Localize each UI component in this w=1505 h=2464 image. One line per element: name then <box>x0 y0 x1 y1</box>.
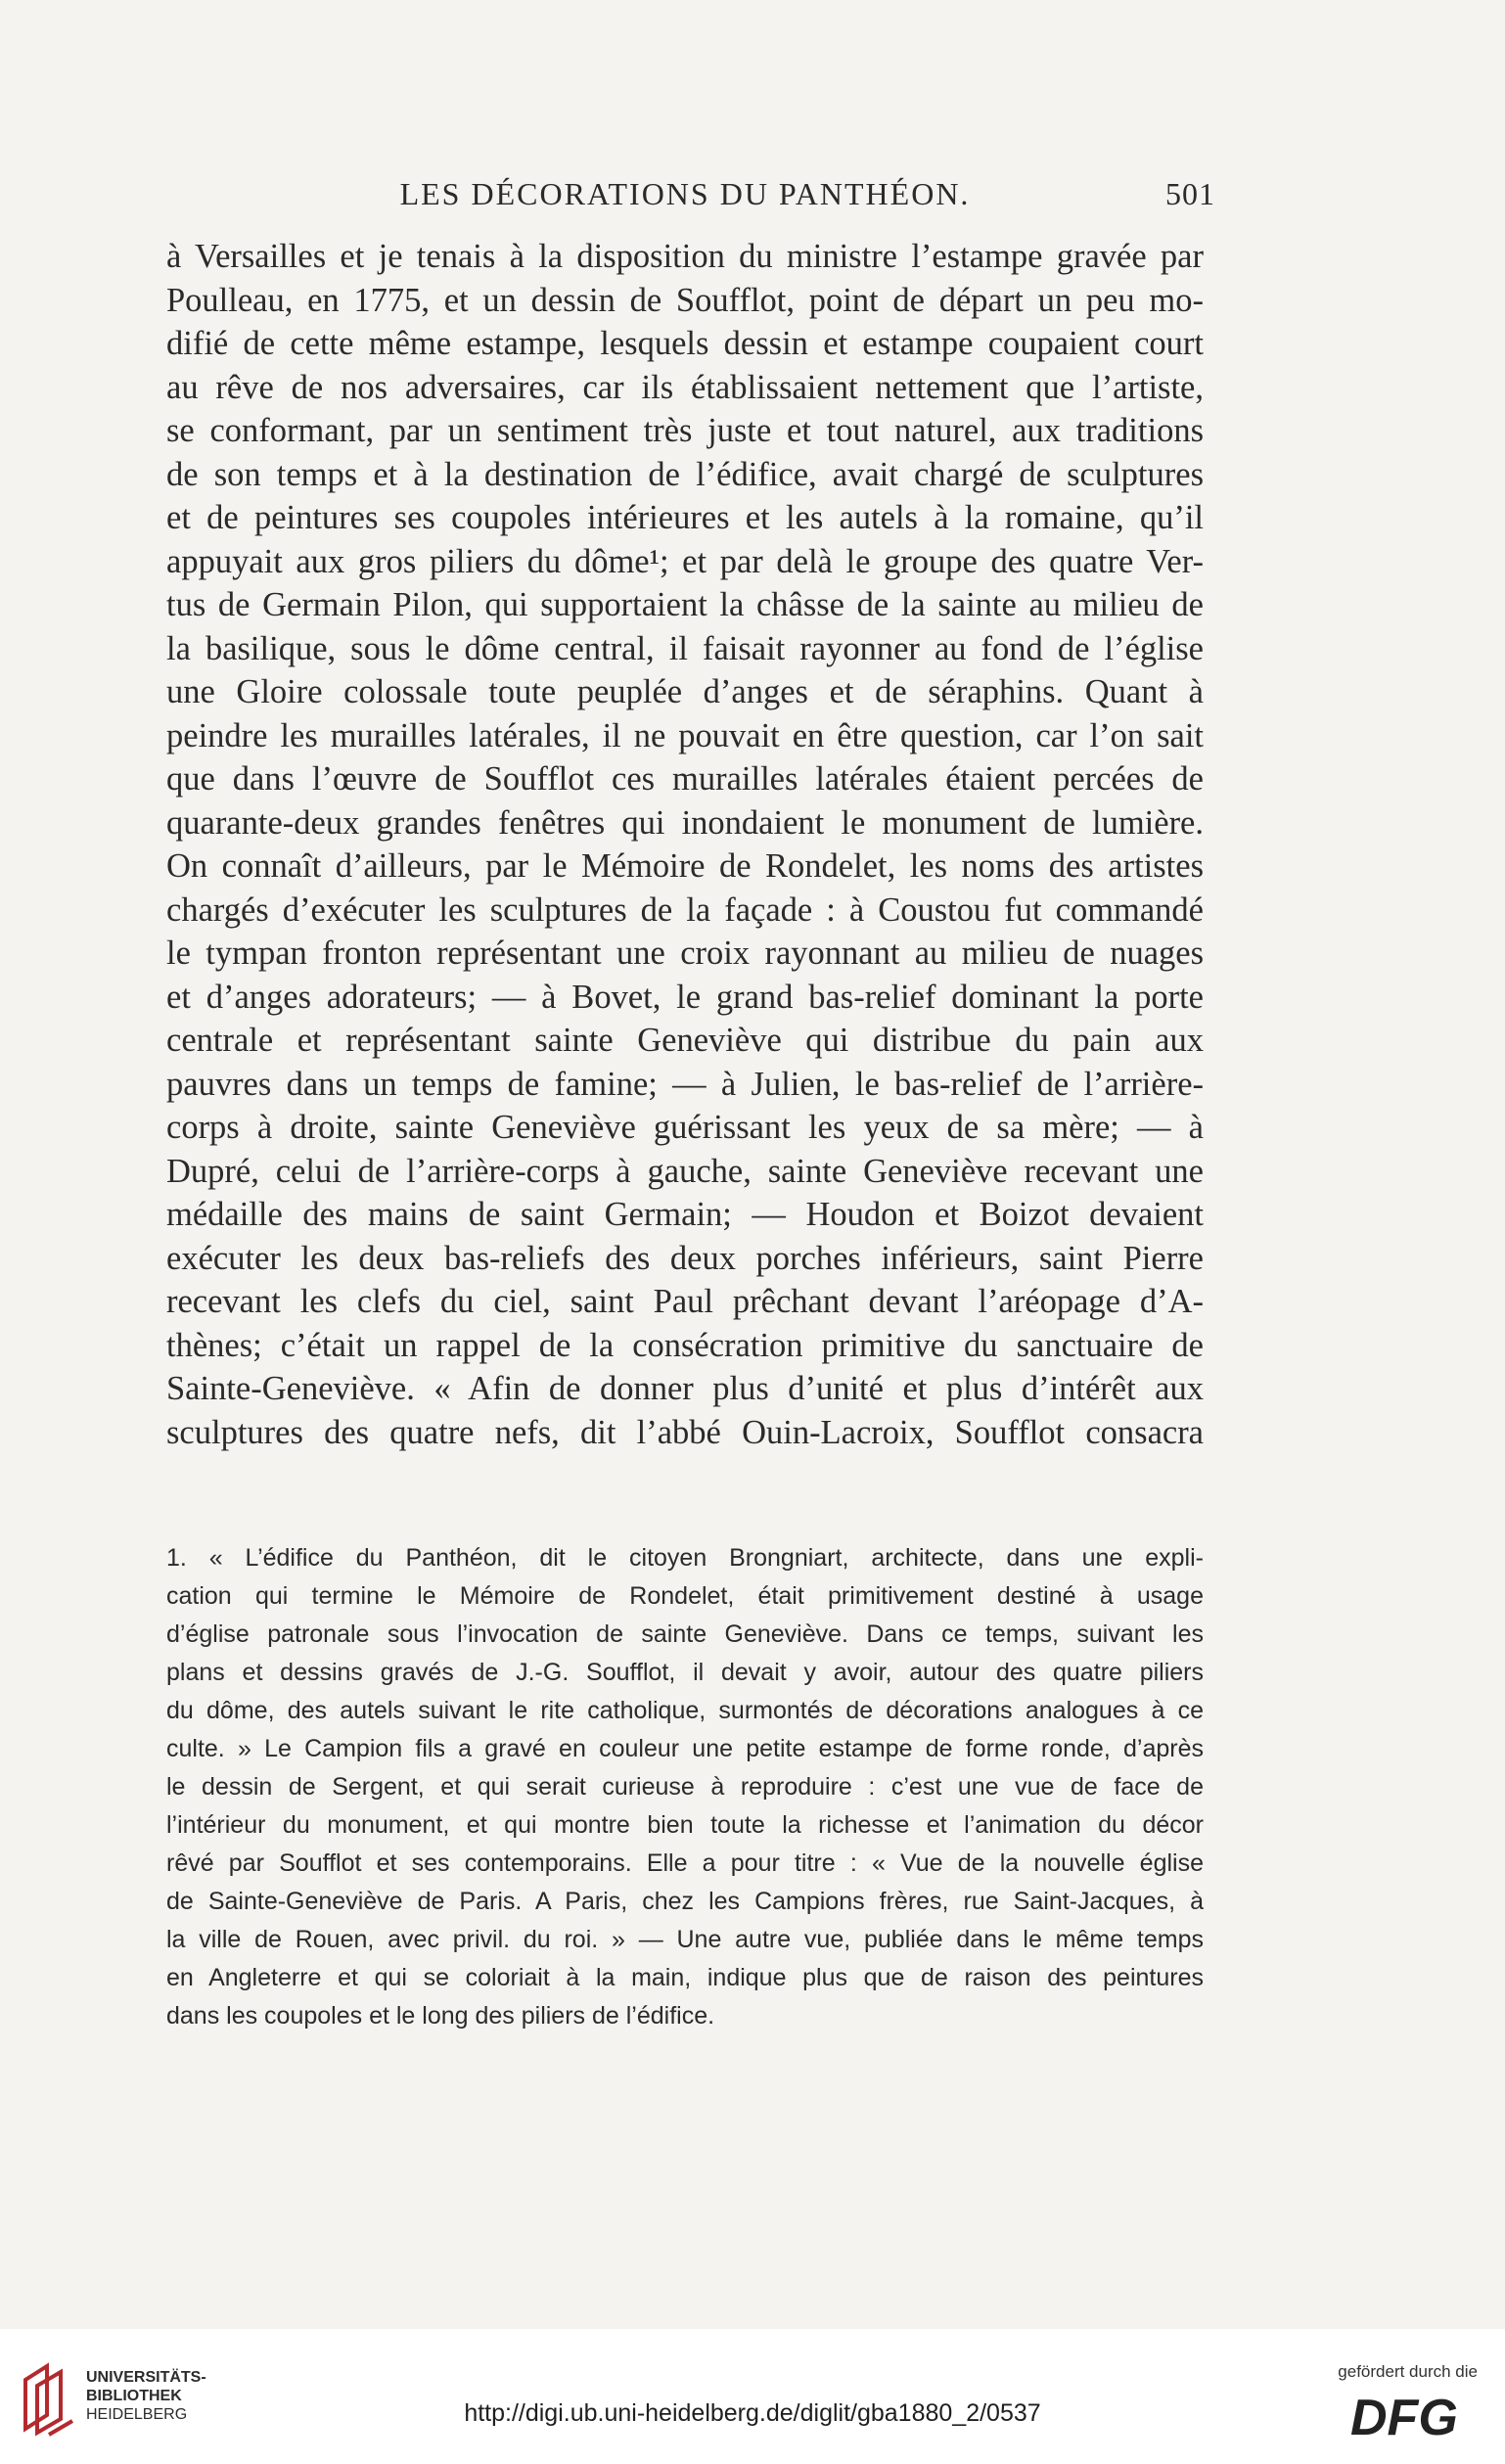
running-header <box>166 176 1215 215</box>
body-line: à Versailles et je tenais à la disposition du ministre l’estampe gravée par <box>166 238 1204 275</box>
body-line: thènes; c’était un rappel de la consécration primitive du sanctuaire de <box>166 1326 1204 1364</box>
body-line: que dans l’œuvre de Soufflot ces murailles latérales étaient percées de <box>166 760 1204 798</box>
body-line: recevant les clefs du ciel, saint Paul prêchant devant l’aréopage d’A- <box>166 1283 1204 1320</box>
body-line: Sainte-Geneviève. « Afin de donner plus d’unité et plus d’intérêt aux <box>166 1370 1204 1407</box>
footnote-line: 1. « L’édifice du Panthéon, dit le citoyen Brongniart, architecte, dans une expli- <box>166 1544 1204 1572</box>
library-name-line: UNIVERSITÄTS- <box>86 2369 206 2386</box>
body-line: se conformant, par un sentiment très juste et tout naturel, aux traditions <box>166 412 1204 449</box>
funding-label: gefördert durch die <box>1338 2362 1478 2381</box>
source-url-link[interactable]: http://digi.ub.uni-heidelberg.de/diglit/gba1880_2/0537 <box>464 2399 1041 2427</box>
body-line: et d’anges adorateurs; — à Bovet, le grand bas-relief dominant la porte <box>166 978 1204 1016</box>
body-line: difié de cette même estampe, lesquels dessin et estampe coupaient court <box>166 325 1204 362</box>
footnote-line: plans et dessins gravés de J.-G. Soufflot, il devait y avoir, autour des quatre piliers <box>166 1659 1204 1686</box>
body-line: la basilique, sous le dôme central, il faisait rayonner au fond de l’église <box>166 629 1204 667</box>
body-line: appuyait aux gros piliers du dôme¹; et par delà le groupe des quatre Ver- <box>166 542 1204 580</box>
footnote-line: rêvé par Soufflot et ses contemporains. Elle a pour titre : « Vue de la nouvelle église <box>166 1849 1204 1877</box>
body-text <box>166 235 1204 1454</box>
footnote-line: l’intérieur du monument, et qui montre bien toute la richesse et l’animation du décor <box>166 1811 1204 1839</box>
body-line: au rêve de nos adversaires, car ils établissaient nettement que l’artiste, <box>166 368 1204 406</box>
body-line: et de peintures ses coupoles intérieures et les autels à la romaine, qu’il <box>166 499 1204 536</box>
footnote-line: d’église patronale sous l’invocation de sainte Geneviève. Dans ce temps, suivant les <box>166 1620 1204 1648</box>
footnote <box>166 1539 1204 2035</box>
footnote-line: cation qui termine le Mémoire de Rondelet, était primitivement destiné à usage <box>166 1582 1204 1610</box>
body-line: Poulleau, en 1775, et un dessin de Soufflot, point de départ un peu mo- <box>166 281 1204 319</box>
body-line: tus de Germain Pilon, qui supportaient la châsse de la sainte au milieu de <box>166 586 1204 623</box>
body-line: centrale et représentant sainte Geneviève qui distribue du pain aux <box>166 1022 1204 1059</box>
page-number: 501 <box>1165 176 1215 211</box>
body-line: peindre les murailles latérales, il ne pouvait en être question, car l’on sait <box>166 716 1204 754</box>
body-line: pauvres dans un temps de famine; — à Julien, le bas-relief de l’arrière- <box>166 1065 1204 1103</box>
dfg-logo-text: DFG <box>1350 2390 1458 2441</box>
footnote-line: culte. » Le Campion fils a gravé en couleur une petite estampe de forme ronde, d’après <box>166 1735 1204 1762</box>
body-line: quarante-deux grandes fenêtres qui inondaient le monument de lumière. <box>166 803 1204 842</box>
footnote-line: de Sainte-Geneviève de Paris. A Paris, chez les Campions frères, rue Saint-Jacques, à <box>166 1888 1204 1915</box>
dfg-logo-icon <box>1350 2390 1480 2441</box>
body-line: médaille des mains de saint Germain; — Houdon et Boizot devaient <box>166 1196 1204 1233</box>
footnote-line: en Angleterre et qui se coloriait à la main, indique plus que de raison des peintures <box>166 1964 1204 1991</box>
body-line: le tympan fronton représentant une croix rayonnant au milieu de nuages <box>166 935 1204 972</box>
body-line: chargés d’exécuter les sculptures de la façade : à Coustou fut commandé <box>166 890 1204 929</box>
body-line: de son temps et à la destination de l’édifice, avait chargé de sculptures <box>166 455 1204 493</box>
digitization-footer <box>0 2329 1505 2464</box>
running-title: LES DÉCORATIONS DU PANTHÉON. <box>399 176 971 211</box>
footnote-line: le dessin de Sergent, et qui serait curieuse à reproduire : c’est une vue de face de <box>166 1773 1204 1801</box>
footnote-line: du dôme, des autels suivant le rite catholique, surmontés de décorations analogues à ce <box>166 1697 1204 1724</box>
body-line: On connaît d’ailleurs, par le Mémoire de Rondelet, les noms des artistes <box>166 847 1204 885</box>
body-line: corps à droite, sainte Geneviève guérissant les yeux de sa mère; — à <box>166 1109 1204 1146</box>
footnote-line: dans les coupoles et le long des piliers de l’édifice. <box>166 2002 715 2030</box>
footnote-line: la ville de Rouen, avec privil. du roi. » — Une autre vue, publiée dans le même temps <box>166 1926 1204 1953</box>
body-line: exécuter les deux bas-reliefs des deux porches inférieurs, saint Pierre <box>166 1239 1204 1277</box>
library-name-line: HEIDELBERG <box>86 2406 188 2423</box>
body-line: sculptures des quatre nefs, dit l’abbé Ouin-Lacroix, Soufflot consacra <box>166 1413 1204 1451</box>
body-line: une Gloire colossale toute peuplée d’anges et de séraphins. Quant à <box>166 673 1204 710</box>
body-line: Dupré, celui de l’arrière-corps à gauche, sainte Geneviève recevant une <box>166 1152 1204 1190</box>
library-name-line: BIBLIOTHEK <box>86 2388 182 2404</box>
